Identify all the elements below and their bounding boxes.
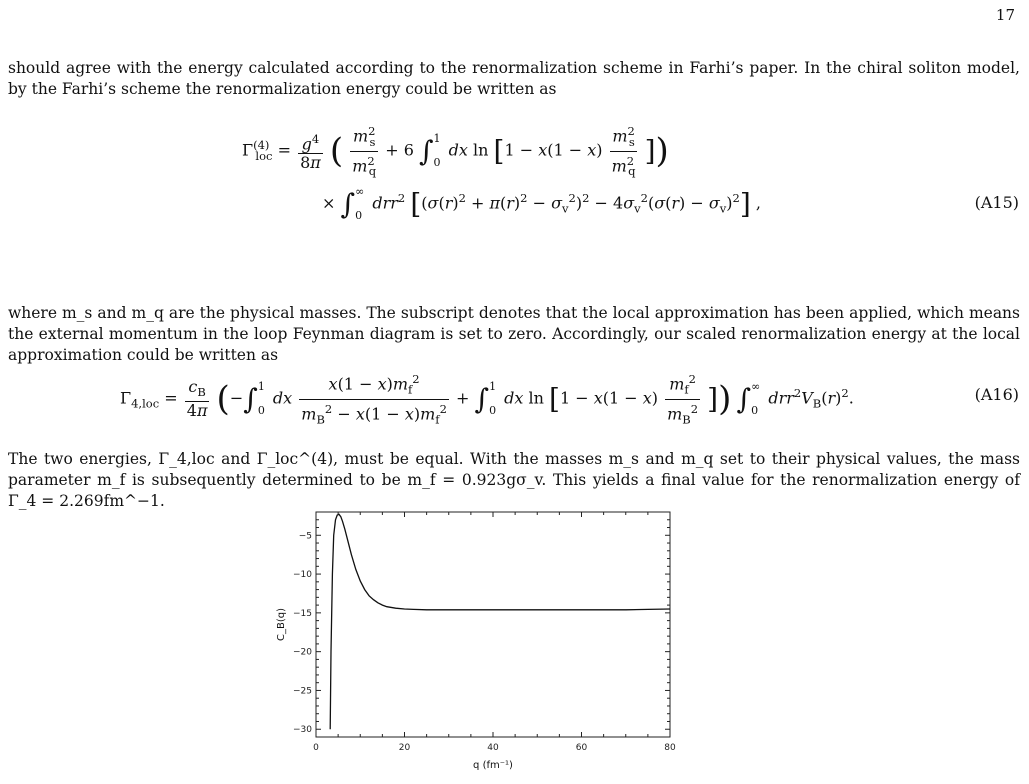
plot-frame	[316, 512, 670, 737]
paragraph-where: where m_s and m_q are the physical masses. The subscript denotes that the local approximation has been applied, which means the external momentum in the loop Feynman diagram is set to zero. Accordingly, our scaled renormalization energy at the local approximation could be written as	[8, 304, 1020, 364]
x-tick-label: 20	[398, 743, 411, 753]
series-line	[330, 514, 670, 729]
x-tick-label: 0	[313, 743, 319, 753]
x-tick-label: 60	[575, 743, 588, 753]
y-tick-label: −15	[293, 608, 312, 619]
paragraph-conclusion: The two energies, Γ_4,loc and Γ_loc^(4), must be equal. With the masses m_s and m_q set to their physical values, the mass parameter m_f is subsequently determined to be m_f = 0.923gσ_v. This yields a final value for the renormalization energy of Γ_4 = 2.269fm^−1.	[8, 450, 1020, 510]
y-tick-label: −10	[293, 570, 312, 581]
equation-a16-label: (A16)	[974, 385, 1019, 404]
y-tick-label: −5	[298, 531, 312, 542]
page-number: 17	[995, 6, 1015, 24]
y-tick-label: −20	[293, 647, 312, 658]
y-axis-label: C_B(q)	[276, 608, 287, 641]
y-tick-label: −25	[293, 686, 312, 697]
x-axis-label: q (fm⁻¹)	[473, 760, 513, 771]
paragraph-intro: should agree with the energy calculated according to the renormalization scheme in Farhi’s paper. In the chiral soliton model, by the Farhi’s scheme the renormalization energy could be written as	[8, 59, 1020, 98]
x-tick-label: 80	[664, 743, 676, 753]
x-tick-label: 40	[487, 743, 499, 753]
y-tick-label: −30	[293, 725, 312, 736]
equation-a15-label: (A15)	[974, 193, 1019, 212]
cb-q-plot	[270, 496, 690, 781]
